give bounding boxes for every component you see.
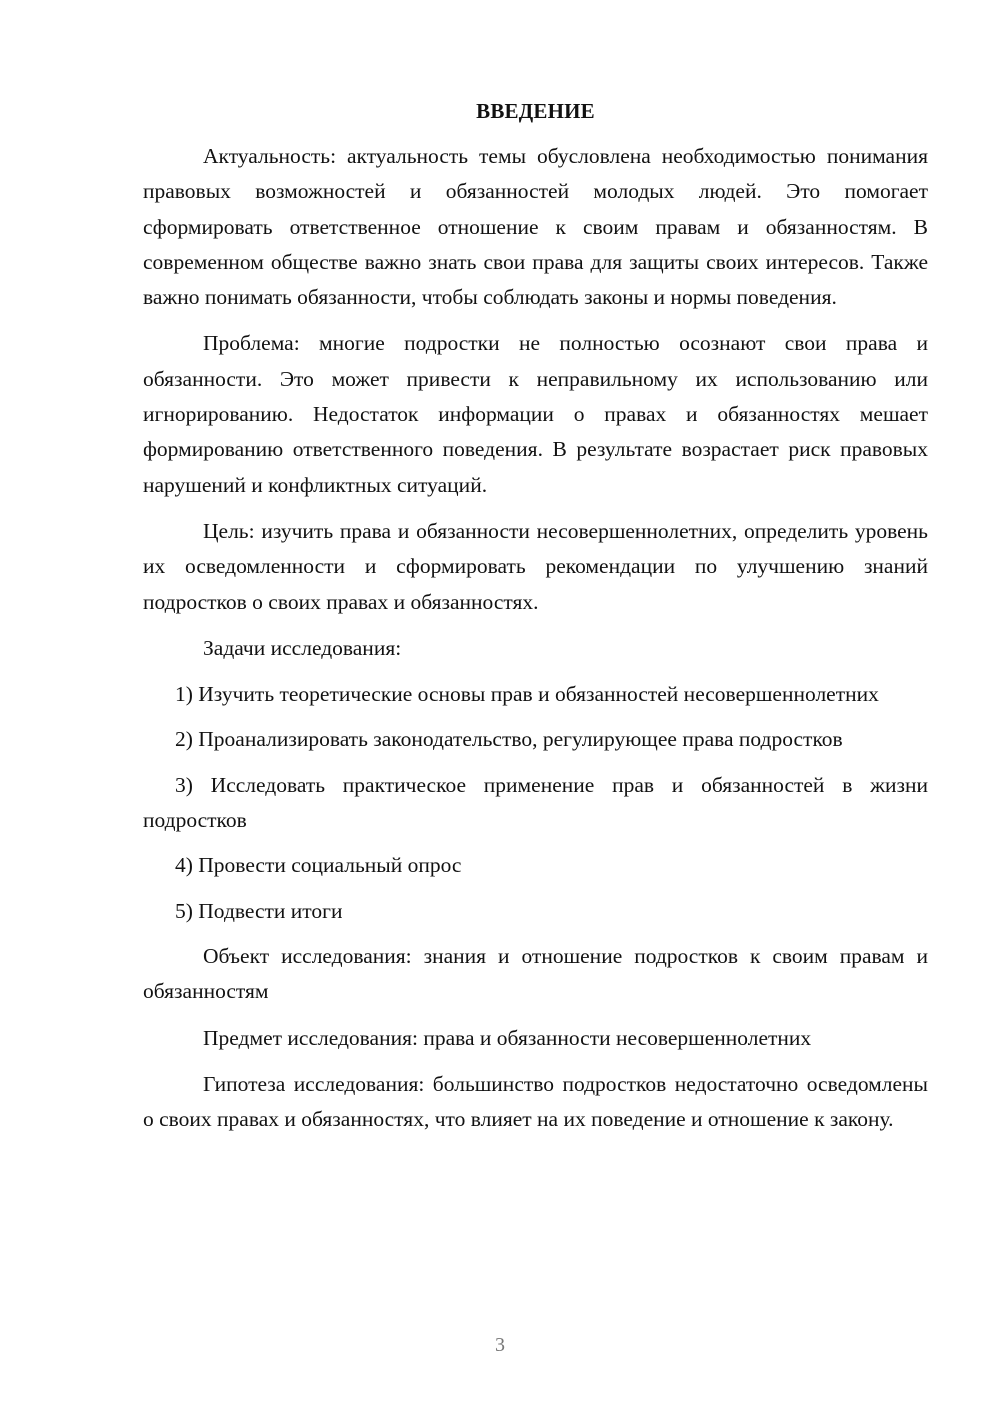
page-number: 3 [495,1334,505,1356]
task-item: 2) Проанализировать законодательство, регулирующее права подростков [175,727,843,752]
task-item: 5) Подвести итоги [175,898,343,923]
paragraph-hypothesis: Гипотеза исследования: большинство подростков недостаточно осведомлены о своих правах и обязанностях, что влияет на их поведение и отношение к закону. [143,1071,928,1132]
paragraph-subject: Предмет исследования: права и обязанности несовершеннолетних [203,1025,812,1050]
page-content [143,96,928,1148]
section-title: ВВЕДЕНИЕ [476,99,595,123]
paragraph-tasks-heading: Задачи исследования: [203,635,402,660]
paragraph-relevance: Актуальность: актуальность темы обусловлена необходимостью понимания правовых возможностей и обязанностей молодых людей. Это помогает сформировать ответственное отношение к своим правам и обязанностям. В современном обществе важно знать свои права для защиты своих интересов. Также важно понимать обязанности, чтобы соблюдать законы и нормы поведения. [143,144,928,310]
paragraph-goal: Цель: изучить права и обязанности несовершеннолетних, определить уровень их осведомленности и сформировать рекомендации по улучшению знаний подростков о своих правах и обязанностях. [143,518,928,614]
task-item: 4) Провести социальный опрос [175,853,462,878]
task-item: 3) Исследовать практическое применение прав и обязанностей в жизни подростков [143,772,928,833]
paragraph-object: Объект исследования: знания и отношение подростков к своим правам и обязанностям [143,943,928,1004]
paragraph-problem: Проблема: многие подростки не полностью осознают свои права и обязанности. Это может привести к неправильному их использованию или игнорированию. Недостаток информации о правах и обязанностях мешает формированию ответственного поведения. В результате возрастает риск правовых нарушений и конфликтных ситуаций. [143,331,928,497]
task-item: 1) Изучить теоретические основы прав и обязанностей несовершеннолетних [175,682,879,707]
